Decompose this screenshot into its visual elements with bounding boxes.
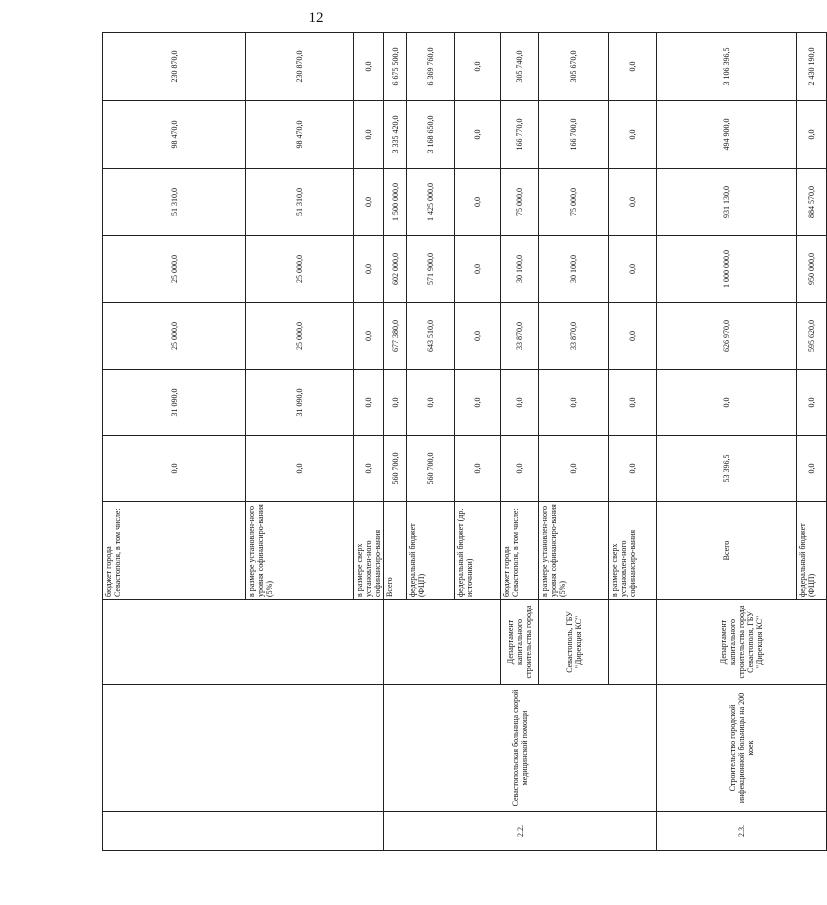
cell-value: 0,0 bbox=[797, 370, 827, 436]
cell-value: 31 090,0 bbox=[246, 370, 354, 436]
cell-value: 3 168 650,0 bbox=[407, 101, 455, 169]
cell-value: 31 090,0 bbox=[103, 370, 246, 436]
rotated-table-wrapper bbox=[102, 33, 816, 851]
cell-value: 230 870,0 bbox=[103, 33, 246, 101]
cell-value: 0,0 bbox=[609, 436, 657, 502]
cell-value: 33 870,0 bbox=[539, 303, 609, 370]
cell-source: в размере установлен-ного уровня софинансиро-вания (5%) bbox=[246, 502, 354, 600]
cell-source: федеральный бюджет (ФЦП) bbox=[797, 502, 827, 600]
budget-table bbox=[102, 32, 827, 851]
cell-value: 1 425 000,0 bbox=[407, 169, 455, 236]
budget-table-area bbox=[102, 33, 816, 851]
cell-value: 0,0 bbox=[609, 303, 657, 370]
executor-department: Департамент капитального строительства города Севастополя, ГБУ "Дирекция КС" bbox=[657, 600, 827, 685]
cell-value: 0,0 bbox=[354, 33, 384, 101]
cell-value: 0,0 bbox=[354, 101, 384, 169]
cell-value: 75 000,0 bbox=[501, 169, 539, 236]
cell-value: 75 000,0 bbox=[539, 169, 609, 236]
cell-value: 0,0 bbox=[455, 33, 501, 101]
cell-value: 33 870,0 bbox=[501, 303, 539, 370]
cell-value: 0,0 bbox=[797, 436, 827, 502]
cell-value: 0,0 bbox=[354, 303, 384, 370]
cell-value: 0,0 bbox=[354, 370, 384, 436]
cell-value: 166 700,0 bbox=[539, 101, 609, 169]
cell-value: 3 335 420,0 bbox=[384, 101, 407, 169]
cell-source: федеральный бюджет (ФЦП) bbox=[407, 502, 455, 600]
cell-value: 0,0 bbox=[455, 303, 501, 370]
cell-source: в размере установлен-ного уровня софинансиро-вания (5%) bbox=[539, 502, 609, 600]
section-name: Строительство городской инфекционной больницы на 200 коек bbox=[657, 685, 827, 812]
cell-value: 0,0 bbox=[609, 33, 657, 101]
cell-value: 0,0 bbox=[657, 370, 797, 436]
cell-executor bbox=[103, 600, 384, 685]
cell-executor bbox=[609, 600, 657, 685]
cell-value: 230 870,0 bbox=[246, 33, 354, 101]
cell-source: Всего bbox=[384, 502, 407, 600]
cell-value: 1 500 000,0 bbox=[384, 169, 407, 236]
cell-source: в размере сверх установлен-ного софинансиро-вания bbox=[354, 502, 384, 600]
cell-value: 0,0 bbox=[455, 101, 501, 169]
cell-value: 53 396,5 bbox=[657, 436, 797, 502]
cell-value: 0,0 bbox=[246, 436, 354, 502]
page-number: 12 bbox=[308, 10, 324, 26]
cell-value: 25 000,0 bbox=[103, 303, 246, 370]
cell-value: 0,0 bbox=[407, 370, 455, 436]
cell-number bbox=[103, 812, 384, 851]
cell-value: 25 000,0 bbox=[246, 303, 354, 370]
section-number: 2.2. bbox=[384, 812, 657, 851]
cell-value: 560 700,0 bbox=[407, 436, 455, 502]
cell-value: 0,0 bbox=[501, 436, 539, 502]
cell-value: 0,0 bbox=[609, 236, 657, 303]
cell-source: бюджет города Севастополя, в том числе: bbox=[501, 502, 539, 600]
cell-value: 0,0 bbox=[384, 370, 407, 436]
cell-value: 25 000,0 bbox=[103, 236, 246, 303]
cell-value: 0,0 bbox=[354, 169, 384, 236]
cell-value: 305 670,0 bbox=[539, 33, 609, 101]
cell-value: 6 675 500,0 bbox=[384, 33, 407, 101]
cell-value: 6 369 760,0 bbox=[407, 33, 455, 101]
cell-value: 595 620,0 bbox=[797, 303, 827, 370]
cell-value: 0,0 bbox=[539, 370, 609, 436]
cell-value: 0,0 bbox=[609, 169, 657, 236]
cell-value: 626 970,0 bbox=[657, 303, 797, 370]
cell-value: 0,0 bbox=[455, 436, 501, 502]
cell-value: 1 000 000,0 bbox=[657, 236, 797, 303]
cell-source: Всего bbox=[657, 502, 797, 600]
cell-value: 3 106 396,5 bbox=[657, 33, 797, 101]
cell-value: 0,0 bbox=[609, 101, 657, 169]
cell-name bbox=[103, 685, 384, 812]
cell-value: 305 740,0 bbox=[501, 33, 539, 101]
section-name: Севастопольская больница скорой медицинской помощи bbox=[384, 685, 657, 812]
cell-value: 166 770,0 bbox=[501, 101, 539, 169]
cell-value: 571 900,0 bbox=[407, 236, 455, 303]
table-row bbox=[384, 33, 407, 851]
cell-source: в размере сверх установлен-ного софинансиро-вания bbox=[609, 502, 657, 600]
cell-value: 2 430 190,0 bbox=[797, 33, 827, 101]
cell-value: 30 100,0 bbox=[501, 236, 539, 303]
cell-source: бюджет города Севастополя, в том числе: bbox=[103, 502, 246, 600]
cell-value: 51 310,0 bbox=[103, 169, 246, 236]
cell-value: 0,0 bbox=[354, 436, 384, 502]
cell-value: 0,0 bbox=[797, 101, 827, 169]
cell-value: 677 380,0 bbox=[384, 303, 407, 370]
table-row bbox=[657, 33, 797, 851]
cell-value: 643 510,0 bbox=[407, 303, 455, 370]
cell-value: 0,0 bbox=[609, 370, 657, 436]
table-row bbox=[103, 33, 246, 851]
cell-value: 602 000,0 bbox=[384, 236, 407, 303]
cell-value: 30 100,0 bbox=[539, 236, 609, 303]
cell-value: 884 570,0 bbox=[797, 169, 827, 236]
cell-value: 931 130,0 bbox=[657, 169, 797, 236]
cell-value: 0,0 bbox=[455, 236, 501, 303]
cell-value: 25 000,0 bbox=[246, 236, 354, 303]
cell-value: 950 000,0 bbox=[797, 236, 827, 303]
cell-value: 0,0 bbox=[539, 436, 609, 502]
executor-department: Департамент капитального строительства города bbox=[501, 600, 539, 685]
cell-value: 0,0 bbox=[455, 370, 501, 436]
cell-value: 0,0 bbox=[354, 236, 384, 303]
section-number: 2.3. bbox=[657, 812, 827, 851]
cell-value: 0,0 bbox=[501, 370, 539, 436]
cell-value: 0,0 bbox=[455, 169, 501, 236]
cell-value: 560 700,0 bbox=[384, 436, 407, 502]
cell-value: 51 310,0 bbox=[246, 169, 354, 236]
cell-value: 98 470,0 bbox=[103, 101, 246, 169]
cell-value: 494 900,0 bbox=[657, 101, 797, 169]
cell-source: федеральный бюджет (др. источники) bbox=[455, 502, 501, 600]
cell-value: 0,0 bbox=[103, 436, 246, 502]
cell-value: 98 470,0 bbox=[246, 101, 354, 169]
cell-executor bbox=[384, 600, 501, 685]
executor-directorate: Севастополь, ГБУ "Дирекция КС" bbox=[539, 600, 609, 685]
